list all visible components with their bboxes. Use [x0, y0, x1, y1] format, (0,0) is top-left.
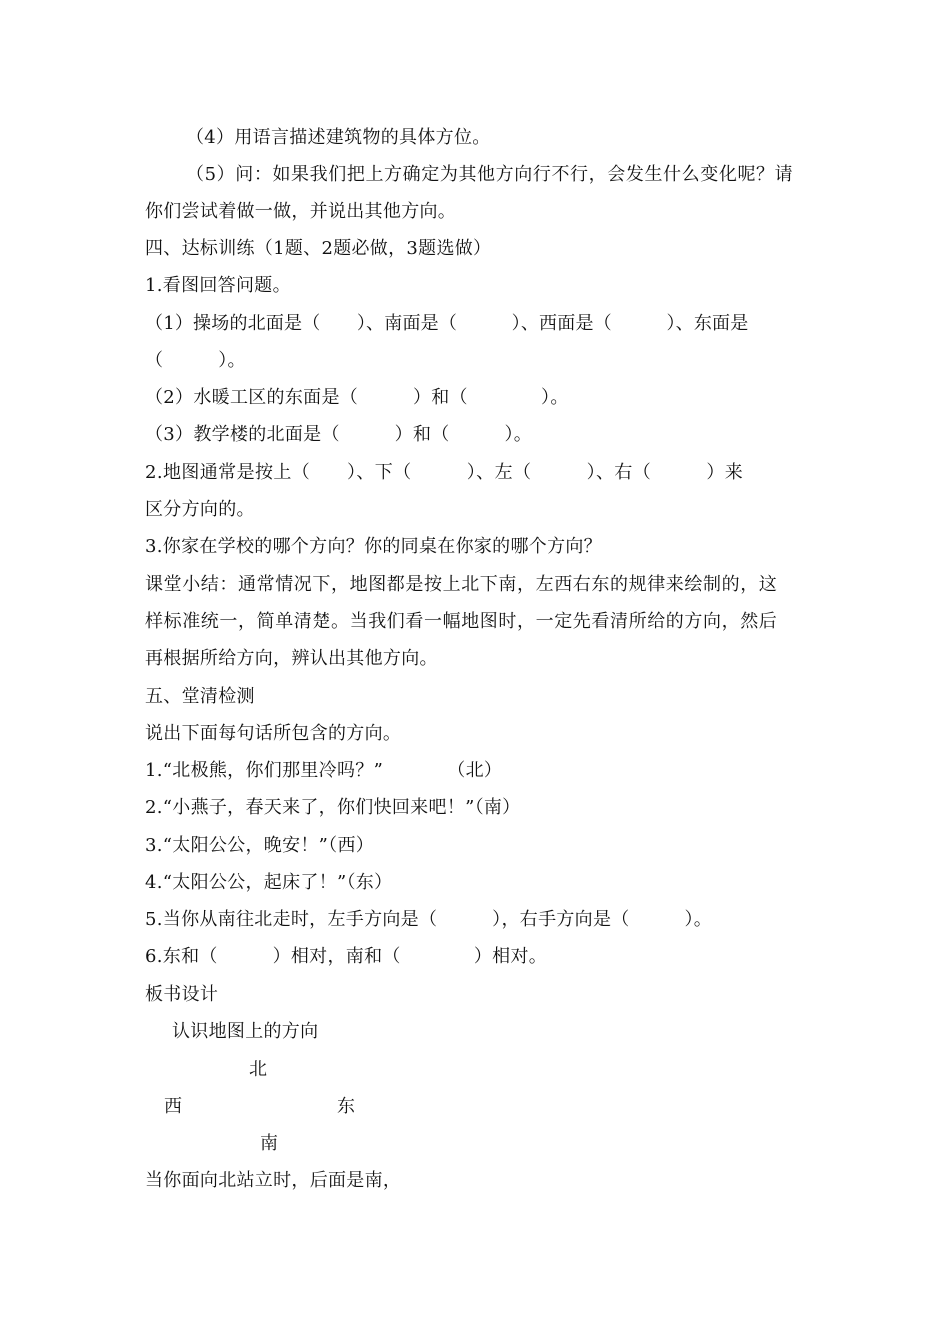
question-3: 3.你家在学校的哪个方向？你的同桌在你家的哪个方向？ — [145, 536, 602, 557]
item-4-text: （4）用语言描述建筑物的具体方位。 — [186, 127, 491, 148]
compass-north-label: 北 — [249, 1059, 268, 1080]
section-5-heading: 五、堂清检测 — [145, 686, 255, 707]
compass-east-label: 东 — [337, 1096, 356, 1117]
item-5-text-line1: （5）问：如果我们把上方确定为其他方向行不行，会发生什么变化呢？请 — [186, 164, 794, 185]
compass-west-label: 西 — [164, 1096, 183, 1117]
section-5-instruction: 说出下面每句话所包含的方向。 — [145, 723, 402, 744]
question-1-1-line1: （1）操场的北面是（ ）、南面是（ ）、西面是（ ）、东面是 — [145, 313, 749, 334]
summary-line3: 再根据所给方向，辨认出其他方向。 — [145, 648, 438, 669]
question-2-line1: 2.地图通常是按上（ ）、下（ ）、左（ ）、右（ ）来 — [145, 462, 744, 483]
check-2: 2.“小燕子，春天来了，你们快回来吧！”（南） — [145, 797, 521, 818]
question-2-line2: 区分方向的。 — [145, 499, 255, 520]
question-1-3: （3）教学楼的北面是（ ）和（ ）。 — [145, 424, 533, 445]
question-1: 1.看图回答问题。 — [145, 275, 291, 296]
question-1-1-line2: （ ）。 — [145, 350, 246, 371]
item-5-text-line2: 你们尝试着做一做，并说出其他方向。 — [145, 201, 457, 222]
check-6: 6.东和（ ）相对，南和（ ）相对。 — [145, 946, 548, 967]
section-4-heading: 四、达标训练（1题、2题必做，3题选做） — [145, 238, 492, 259]
check-3: 3.“太阳公公，晚安！”（西） — [145, 835, 375, 856]
board-design-note: 当你面向北站立时，后面是南， — [145, 1170, 402, 1191]
check-1: 1.“北极熊，你们那里冷吗？” （北） — [145, 760, 503, 781]
board-design-title: 认识地图上的方向 — [172, 1021, 319, 1042]
summary-line2: 样标准统一，简单清楚。当我们看一幅地图时，一定先看清所给的方向，然后 — [145, 611, 778, 632]
compass-south-label: 南 — [260, 1133, 279, 1154]
board-design-heading: 板书设计 — [145, 984, 219, 1005]
question-1-2: （2）水暖工区的东面是（ ）和（ ）。 — [145, 387, 569, 408]
check-5: 5.当你从南往北走时，左手方向是（ ），右手方向是（ ）。 — [145, 909, 713, 930]
check-4: 4.“太阳公公，起床了！”（东） — [145, 872, 393, 893]
summary-line1: 课堂小结：通常情况下，地图都是按上北下南，左西右东的规律来绘制的，这 — [145, 574, 778, 595]
